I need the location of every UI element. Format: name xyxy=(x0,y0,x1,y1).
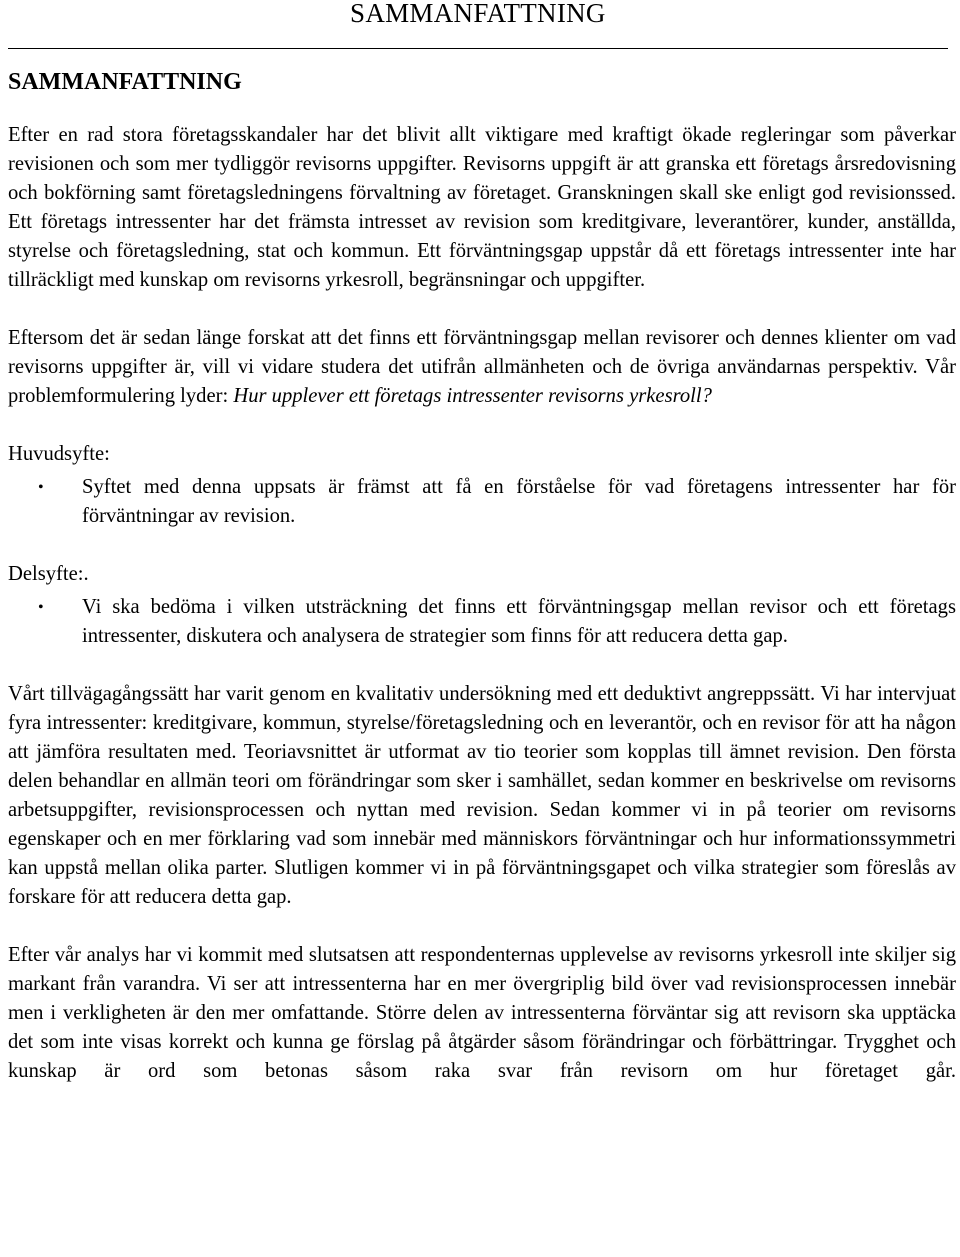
running-header: SAMMANFATTNING xyxy=(350,0,606,28)
section-title: SAMMANFATTNING xyxy=(8,69,242,95)
huvudsyfte-list xyxy=(8,473,956,531)
paragraph-conclusion: Efter vår analys har vi kommit med slutsatsen att respondenternas upplevelse av revisorns yrkesroll inte skiljer sig markant från varandra. Vi ser att intressenterna har en mer övergriplig bild över vad revisionsprocessen innebär men i verkligheten är den mer omfattande. Större delen av intressenterna förväntar sig att revisorn ska upptäcka det som inte visas korrekt och kunna ge förslag på åtgärder såsom förändringar och förbättringar. Trygghet och kunskap är ord som betonas såsom raka svar från revisorn om hur företaget går. xyxy=(8,944,956,1082)
delsyfte-label: Delsyfte:. xyxy=(8,563,89,585)
paragraph-problem-text: Eftersom det är sedan länge forskat att det finns ett förväntningsgap mellan revisorer och dennes klienter om vad revisorns uppgifter är, vill vi vidare studera det utifrån allmänheten och de övriga användarnas perspektiv. Vår problemformulering lyder: xyxy=(8,327,956,407)
header-rule xyxy=(8,48,948,49)
bullet-icon: • xyxy=(38,599,44,616)
document-body xyxy=(8,121,956,1086)
huvudsyfte-text: Syftet med denna uppsats är främst att få en förståelse för vad företagens intressenter har för förväntningar av revision. xyxy=(82,476,956,527)
huvudsyfte-label: Huvudsyfte: xyxy=(8,443,110,465)
list-item xyxy=(8,593,956,651)
delsyfte-list xyxy=(8,593,956,651)
list-item xyxy=(8,473,956,531)
problem-formulation: Hur upplever ett företags intressenter revisorns yrkesroll? xyxy=(233,385,712,407)
delsyfte-text: Vi ska bedöma i vilken utsträckning det finns ett förväntningsgap mellan revisor och ett företags intressenter, diskutera och analysera de strategier som finns för att reducera detta gap. xyxy=(82,596,956,647)
paragraph-intro: Efter en rad stora företagsskandaler har det blivit allt viktigare med kraftigt ökade regleringar som påverkar revisionen och som mer tydliggör revisorns uppgifter. Revisorns uppgift är att granska ett företags årsredovisning och bokförning samt företagsledningens förvaltning av företaget. Granskningen skall ske enligt god revisionssed. Ett företags intressenter har det främsta intresset av revision som kreditgivare, leverantörer, kunder, anställda, styrelse och företagsledning, stat och kommun. Ett förväntningsgap uppstår då ett företags intressenter inte har tillräckligt med kunskap om revisorns yrkesroll, begränsningar och uppgifter. xyxy=(8,124,956,291)
bullet-icon: • xyxy=(38,479,44,496)
paragraph-method: Vårt tillvägagångssätt har varit genom en kvalitativ undersökning med ett deduktivt angreppssätt. Vi har intervjuat fyra intressenter: kreditgivare, kommun, styrelse/företagsledning och en leverantör, och en revisor för att ha någon att jämföra resultaten med. Teoriavsnittet är utformat av tio teorier som kopplas till ämnet revision. Den första delen behandlar en allmän teori om förändringar som sker i samhället, sedan kommer en beskrivelse om revisorns arbetsuppgifter, revisionsprocessen och nyttan med revision. Sedan kommer vi in på teorier om revisorns egenskaper och en mer förklaring vad som innebär med människors förväntningar och hur informationssymmetri kan uppstå mellan olika parter. Slutligen kommer vi in på förväntningsgapet och vilka strategier som föreslås av forskare för att reducera detta gap. xyxy=(8,683,956,908)
paragraph-problem xyxy=(8,324,956,411)
